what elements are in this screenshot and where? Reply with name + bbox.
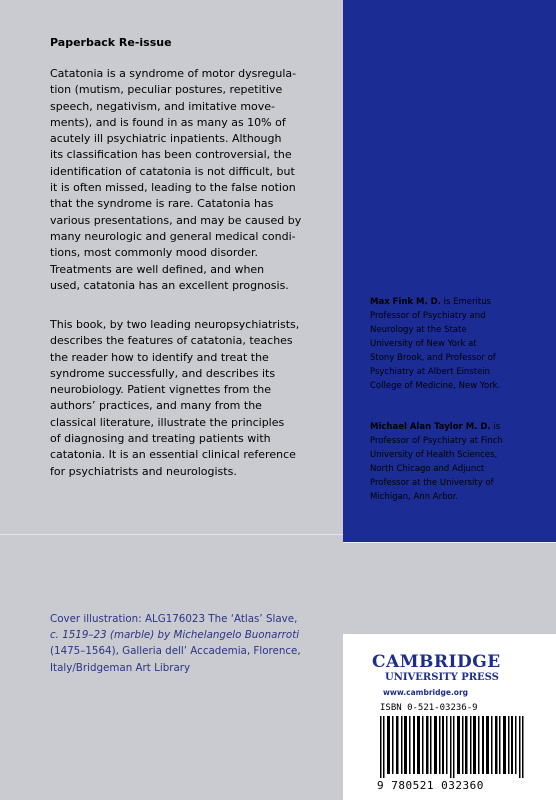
text-line: tion (mutism, peculiar postures, repetitive [50, 83, 283, 97]
text-line: acutely ill psychiatric inpatients. Although [50, 132, 282, 146]
text-line: is [490, 422, 501, 432]
divider-rule [0, 534, 343, 535]
text-line: University of Health Sciences, [370, 450, 498, 460]
text-line: catatonia. It is an essential clinical reference [50, 448, 296, 462]
publisher-url: www.cambridge.org [383, 688, 469, 697]
text-line: many neurologic and general medical condi- [50, 229, 296, 243]
text-line: various presentations, and may be caused by [50, 213, 302, 227]
text-line: Treatments are well defined, and when [50, 262, 265, 276]
text-line: classical literature, illustrate the principles [50, 415, 285, 429]
text-line: tions, most commonly mood disorder. [50, 246, 258, 260]
isbn-label: ISBN 0-521-03236-9 [380, 703, 478, 713]
text-line: Professor at the University of [370, 478, 494, 488]
text-line: Professor of Psychiatry and [370, 311, 486, 321]
barcode-icon [378, 716, 534, 778]
description-paragraph-2 [50, 317, 324, 480]
description-paragraph-1 [50, 66, 324, 294]
text-line: Michigan, Ann Arbor. [370, 492, 459, 502]
text-line: speech, negativism, and imitative move- [50, 99, 276, 113]
text-line: it is often missed, leading to the false notion [50, 181, 296, 195]
text-line: Professor of Psychiatry at Finch [370, 436, 503, 446]
text-line: identification of catatonia is not difficult, but [50, 164, 295, 178]
text-line: describes the features of catatonia, teaches [50, 334, 293, 348]
author-name: Max Fink M. D. [370, 297, 441, 307]
text-line: authors’ practices, and many from the [50, 399, 262, 413]
text-line: This book, by two leading neuropsychiatrists, [50, 318, 300, 331]
author-bio-fink [370, 295, 542, 393]
text-line: North Chicago and Adjunct [370, 464, 485, 474]
text-line: its classification has been controversial, the [50, 148, 292, 162]
text-line: that the syndrome is rare. Catatonia has [50, 197, 274, 211]
publisher-logo-subtitle: UNIVERSITY PRESS [385, 672, 499, 683]
text-line: syndrome successfully, and describes its [50, 366, 276, 380]
text-line: Neurology at the State [370, 325, 467, 335]
text-line: University of New York at [370, 339, 477, 349]
publisher-logo-name: CAMBRIDGE [372, 652, 501, 672]
text-line: of diagnosing and treating patients with [50, 432, 271, 446]
cover-illustration-credit [50, 611, 318, 676]
text-line: neurobiology. Patient vignettes from the [50, 383, 272, 397]
text-line: Stony Brook, and Professor of [370, 353, 496, 363]
text-line: College of Medicine, New York. [370, 381, 501, 391]
text-line: Psychiatry at Albert Einstein [370, 367, 491, 377]
grey-strip [343, 542, 556, 635]
text-line: used, catatonia has an excellent prognosis. [50, 278, 289, 292]
barcode-number: 9 780521 032360 [377, 779, 484, 792]
author-bio-taylor [370, 420, 542, 504]
text-line: c. 1519–23 (marble) by Michelangelo Buonarroti [50, 629, 300, 642]
text-line: Catatonia is a syndrome of motor dysregula- [50, 67, 297, 80]
text-line: (1475–1564), Galleria dell’ Accademia, Florence, [50, 645, 301, 658]
text-line: for psychiatrists and neurologists. [50, 464, 237, 478]
text-line: is Emeritus [440, 297, 492, 307]
text-line: Italy/Bridgeman Art Library [50, 661, 191, 674]
text-line: Cover illustration: ALG176023 The ‘Atlas’ Slave, [50, 613, 298, 625]
reissue-label: Paperback Re-issue [50, 36, 172, 49]
text-line: ments), and is found in as many as 10% of [50, 115, 286, 129]
author-name: Michael Alan Taylor M. D. [370, 422, 491, 432]
text-line: the reader how to identify and treat the [50, 350, 269, 364]
